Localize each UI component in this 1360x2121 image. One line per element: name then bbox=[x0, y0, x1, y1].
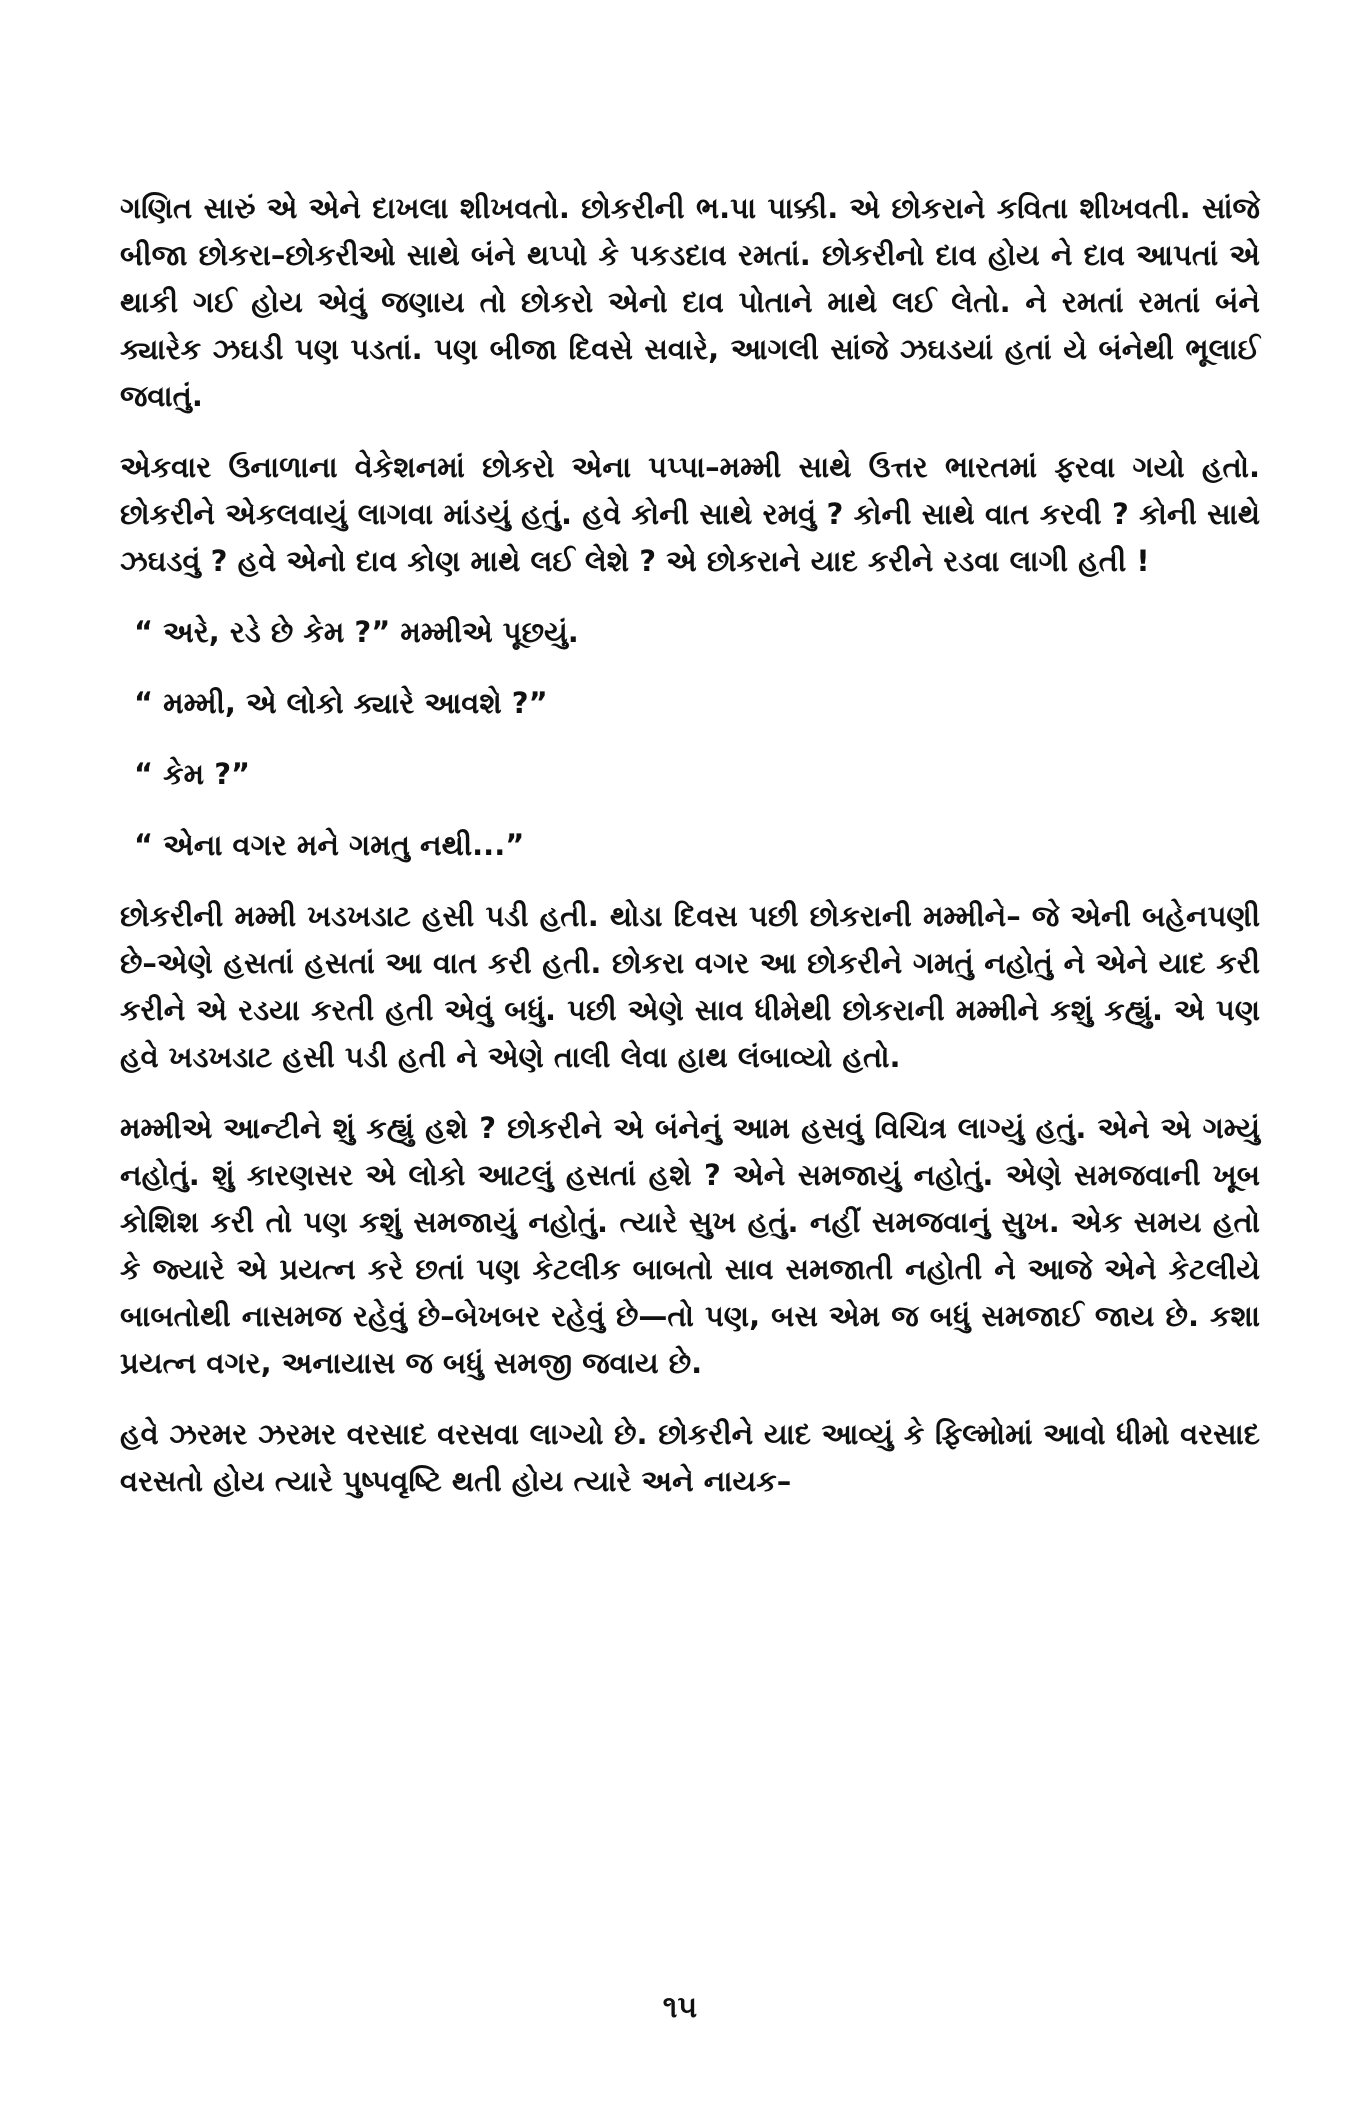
paragraph-4: મમ્મીએ આન્ટીને શું કહ્યું હશે ? છોકરીને એ બંનેનું આમ હસવું વિચિત્ર લાગ્યું હતું. એને એ ગમ્યું નહોતું. શું કારણસર એ લોકો આટલું હસતાં હશે ? એને સમજાયું નહોતું. એણે સમજવાની ખૂબ કોશિશ કરી તો પણ કશું સમજાયું નહોતું. ત્યારે સુખ હતું. નહીં સમજવાનું સુખ. એક સમય હતો કે જ્યારે એ પ્રયત્ન કરે છતાં પણ કેટલીક બાબતો સાવ સમજાતી નહોતી ને આજે એને કેટલીયે બાબતોથી નાસમજ રહેવું છે–બેખબર રહેવું છે—તો પણ, બસ એમ જ બધું સમજાઈ જાય છે. કશા પ્રયત્ન વગર, અનાયાસ જ બધું સમજી જવાય છે. bbox=[120, 1111, 1260, 1380]
dialogue-line-2: “ મમ્મી, એ લોકો ક્યારે આવશે ?” bbox=[134, 686, 548, 720]
page-number: ૧૫ bbox=[662, 1990, 698, 2025]
page-body bbox=[120, 185, 1260, 1529]
dialogue-line-1: “ અરે, રડે છે કેમ ?” મમ્મીએ પૂછયું. bbox=[134, 615, 579, 649]
paragraph-5: હવે ઝરમર ઝરમર વરસાદ વરસવા લાગ્યો છે. છોકરીને યાદ આવ્યું કે ફિલ્મોમાં આવો ધીમો વરસાદ વરસતો હોય ત્યારે પુષ્પવૃષ્ટિ થતી હોય ત્યારે અને નાયક– bbox=[120, 1417, 1260, 1498]
paragraph-2: એકવાર ઉનાળાના વેકેશનમાં છોકરો એના પપ્પા–મમ્મી સાથે ઉત્તર ભારતમાં ફરવા ગયો હતો. છોકરીને એકલવાયું લાગવા માંડયું હતું. હવે કોની સાથે રમવું ? કોની સાથે વાત કરવી ? કોની સાથે ઝઘડવું ? હવે એનો દાવ કોણ માથે લઈ લેશે ? એ છોકરાને યાદ કરીને રડવા લાગી હતી ! bbox=[120, 450, 1260, 578]
dialogue-line-3: “ કેમ ?” bbox=[134, 757, 251, 791]
paragraph-3: છોકરીની મમ્મી ખડખડાટ હસી પડી હતી. થોડા દિવસ પછી છોકરાની મમ્મીને– જે એની બહેનપણી છે–એણે હસતાં હસતાં આ વાત કરી હતી. છોકરા વગર આ છોકરીને ગમતું નહોતું ને એને યાદ કરી કરીને એ રડયા કરતી હતી એવું બધું. પછી એણે સાવ ધીમેથી છોકરાની મમ્મીને કશું કહ્યું. એ પણ હવે ખડખડાટ હસી પડી હતી ને એણે તાલી લેવા હાથ લંબાવ્યો હતો. bbox=[120, 899, 1260, 1074]
paragraph-1: ગણિત સારું એ એને દાખલા શીખવતો. છોકરીની ભ.પા પાક્કી. એ છોકરાને કવિતા શીખવતી. સાંજે બીજા છોકરા–છોકરીઓ સાથે બંને થપ્પો કે પકડદાવ રમતાં. છોકરીનો દાવ હોય ને દાવ આપતાં એ થાકી ગઈ હોય એવું જણાય તો છોકરો એનો દાવ પોતાને માથે લઈ લેતો. ને રમતાં રમતાં બંને ક્યારેક ઝઘડી પણ પડતાં. પણ બીજા દિવસે સવારે, આગલી સાંજે ઝઘડયાં હતાં યે બંનેથી ભૂલાઈ જવાતું. bbox=[120, 191, 1260, 413]
dialogue-line-4: “ એના વગર મને ગમતુ નથી...” bbox=[134, 828, 525, 862]
